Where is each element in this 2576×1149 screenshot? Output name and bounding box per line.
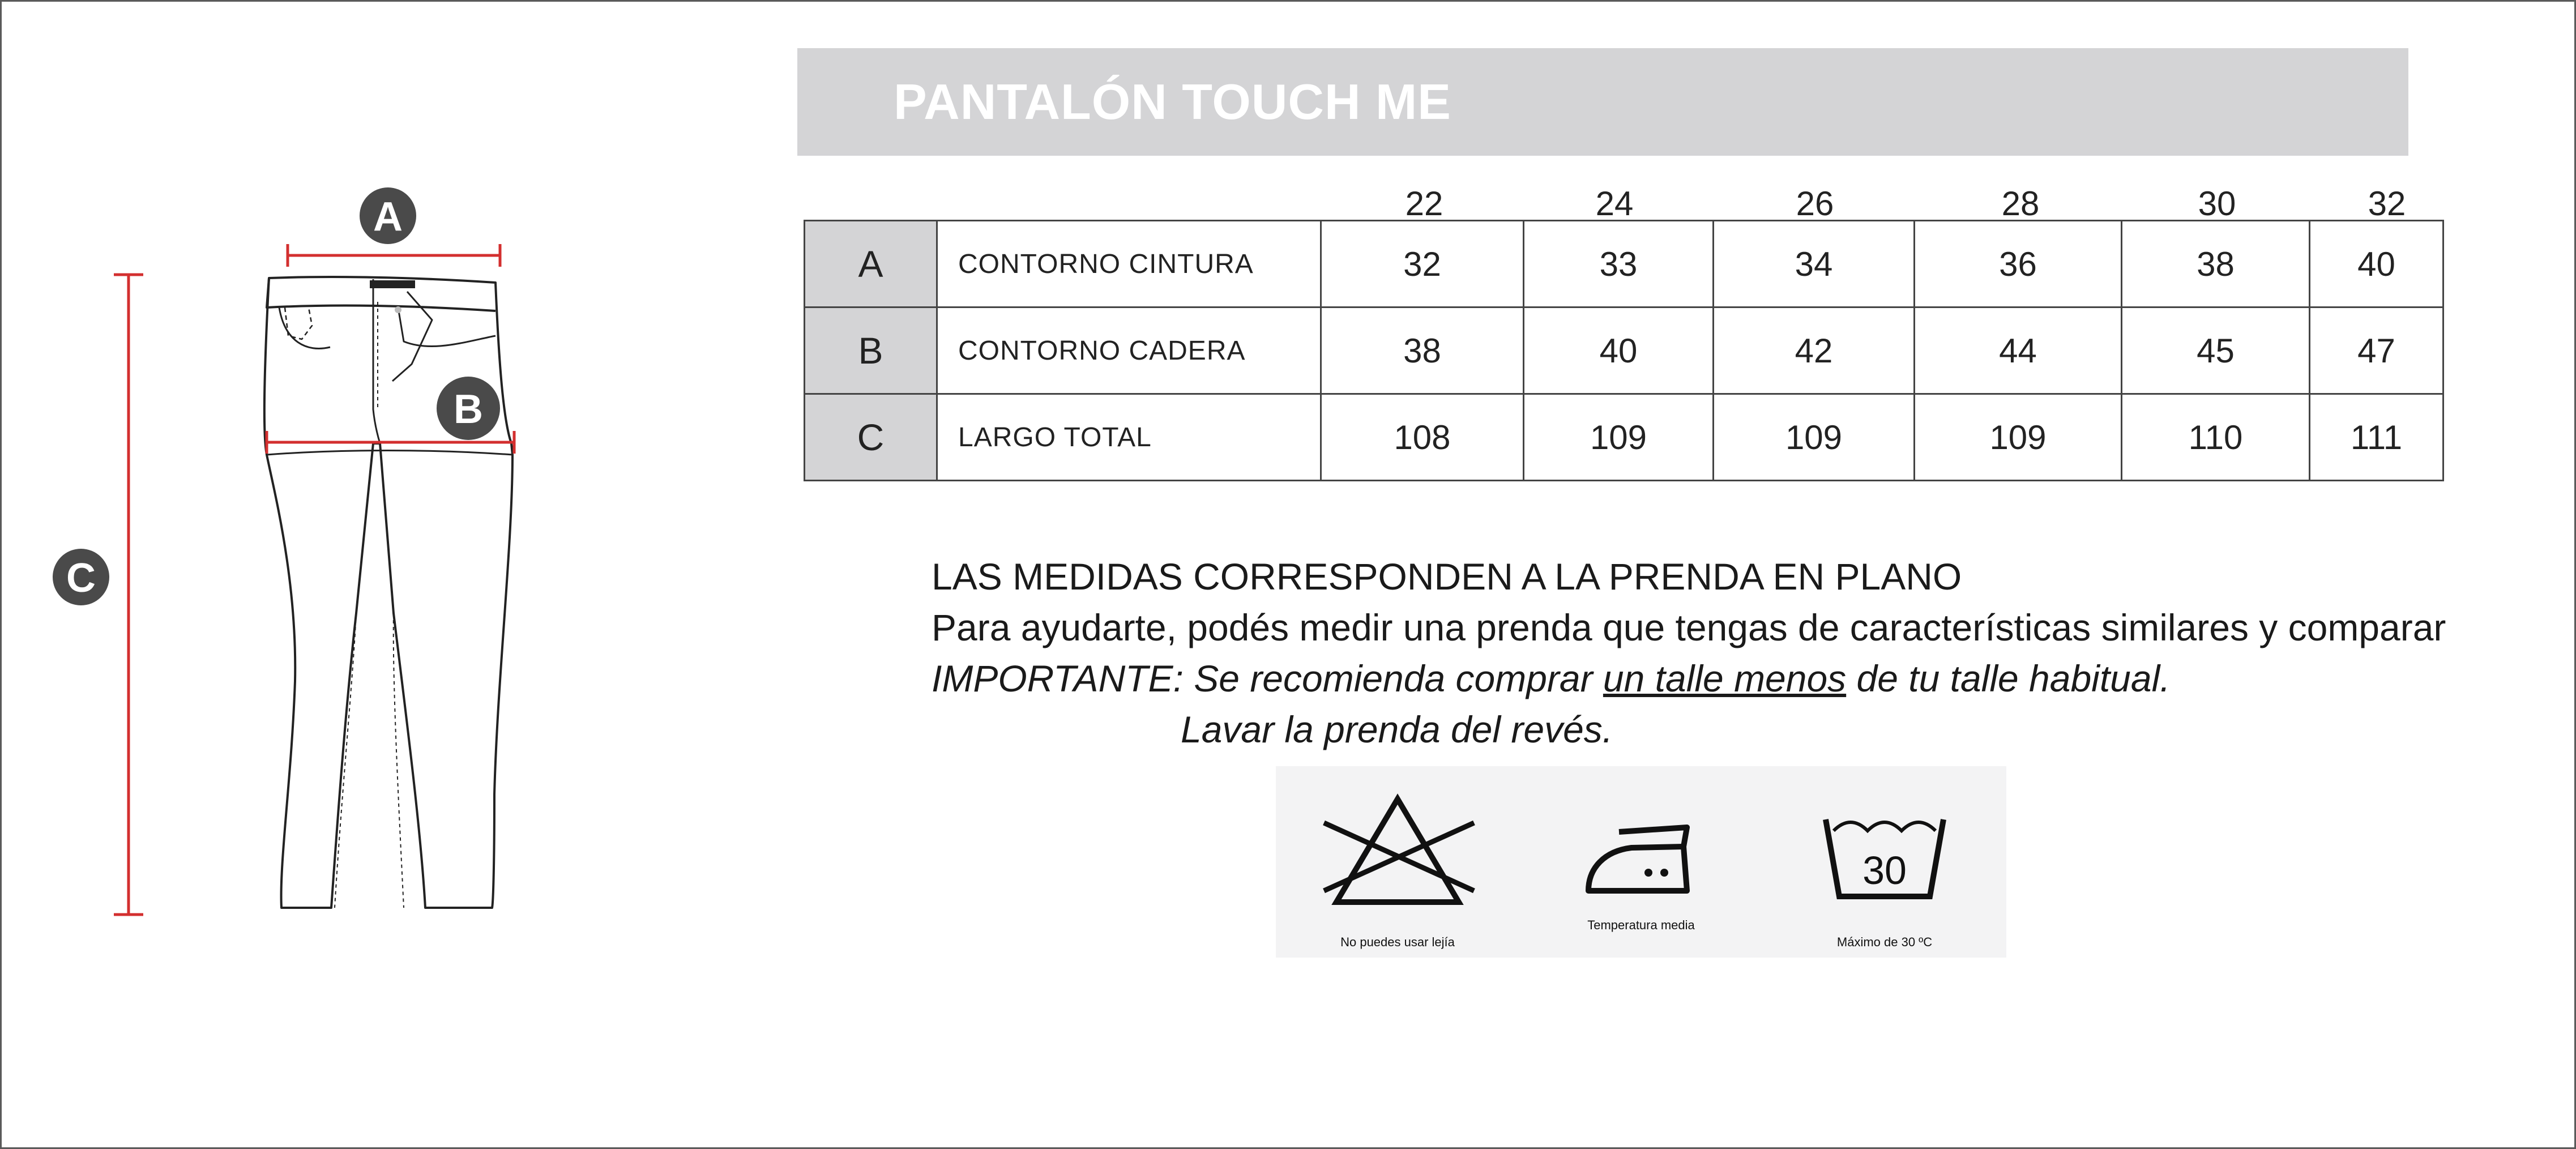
care-no-bleach	[1276, 766, 1519, 958]
row-key-a: A	[805, 221, 937, 307]
marker-c	[53, 549, 109, 605]
row-label-waist: CONTORNO CINTURA	[937, 221, 1321, 307]
care-wash-30	[1763, 766, 2006, 958]
care-label: No puedes usar lejía	[1340, 935, 1455, 949]
size-28-label: 28	[2001, 185, 2040, 223]
care-label: Máximo de 30 ºC	[1836, 935, 1933, 949]
table-cell: 38	[1321, 307, 1524, 394]
table-cell: 36	[1915, 221, 2122, 307]
table-row	[805, 221, 2443, 307]
care-symbols-panel	[1276, 766, 2006, 958]
wash-30-icon	[1817, 806, 1953, 908]
svg-text:C: C	[66, 556, 96, 601]
care-label: Temperatura media	[1587, 918, 1695, 932]
size-table	[804, 220, 2444, 481]
size-24-label: 24	[1595, 185, 1634, 223]
table-cell: 40	[1524, 307, 1714, 394]
size-22-label: 22	[1405, 185, 1443, 223]
table-cell: 44	[1915, 307, 2122, 394]
marker-a	[360, 187, 416, 244]
table-cell: 45	[2122, 307, 2310, 394]
row-key-c: C	[805, 394, 937, 481]
row-label-length: LARGO TOTAL	[937, 394, 1321, 481]
table-cell: 109	[1524, 394, 1714, 481]
wash-temperature: 30	[1862, 848, 1907, 892]
note-important	[932, 653, 2446, 704]
table-cell: 111	[2310, 394, 2443, 481]
table-row	[805, 394, 2443, 481]
table-cell: 42	[1714, 307, 1915, 394]
table-cell: 34	[1714, 221, 1915, 307]
note-important-text: IMPORTANTE: Se recomienda comprar	[932, 657, 1603, 699]
product-title: PANTALÓN TOUCH ME	[894, 74, 1451, 130]
size-30-label: 30	[2198, 185, 2236, 223]
svg-text:A: A	[373, 194, 403, 240]
table-cell: 110	[2122, 394, 2310, 481]
table-cell: 38	[2122, 221, 2310, 307]
table-cell: 109	[1714, 394, 1915, 481]
iron-medium-icon	[1576, 806, 1706, 908]
row-key-b: B	[805, 307, 937, 394]
table-cell: 32	[1321, 221, 1524, 307]
table-cell: 108	[1321, 394, 1524, 481]
marker-b	[437, 377, 500, 440]
pants-drawing	[36, 172, 579, 953]
pants-outline	[264, 277, 512, 908]
note-compare: Para ayudarte, podés medir una prenda que tengas de características similares y comparar	[932, 606, 2446, 648]
note-flat-measure: LAS MEDIDAS CORRESPONDEN A LA PRENDA EN PLANO	[932, 556, 1962, 597]
table-cell: 47	[2310, 307, 2443, 394]
svg-text:B: B	[454, 387, 483, 432]
care-iron-medium	[1519, 766, 1763, 958]
size-32-label: 32	[2368, 185, 2406, 223]
note-wash-inside-out: Lavar la prenda del revés.	[1181, 708, 1613, 750]
pants-illustration	[36, 172, 579, 953]
title-banner	[797, 48, 2408, 156]
table-cell: 109	[1915, 394, 2122, 481]
measurement-notes	[932, 551, 2446, 755]
table-row	[805, 307, 2443, 394]
no-bleach-icon	[1313, 789, 1483, 919]
size-26-label: 26	[1796, 185, 1834, 223]
note-important-end: de tu talle habitual.	[1846, 657, 2171, 699]
table-cell: 40	[2310, 221, 2443, 307]
row-label-hip: CONTORNO CADERA	[937, 307, 1321, 394]
note-size-down: un talle menos	[1603, 657, 1847, 699]
table-cell: 33	[1524, 221, 1714, 307]
